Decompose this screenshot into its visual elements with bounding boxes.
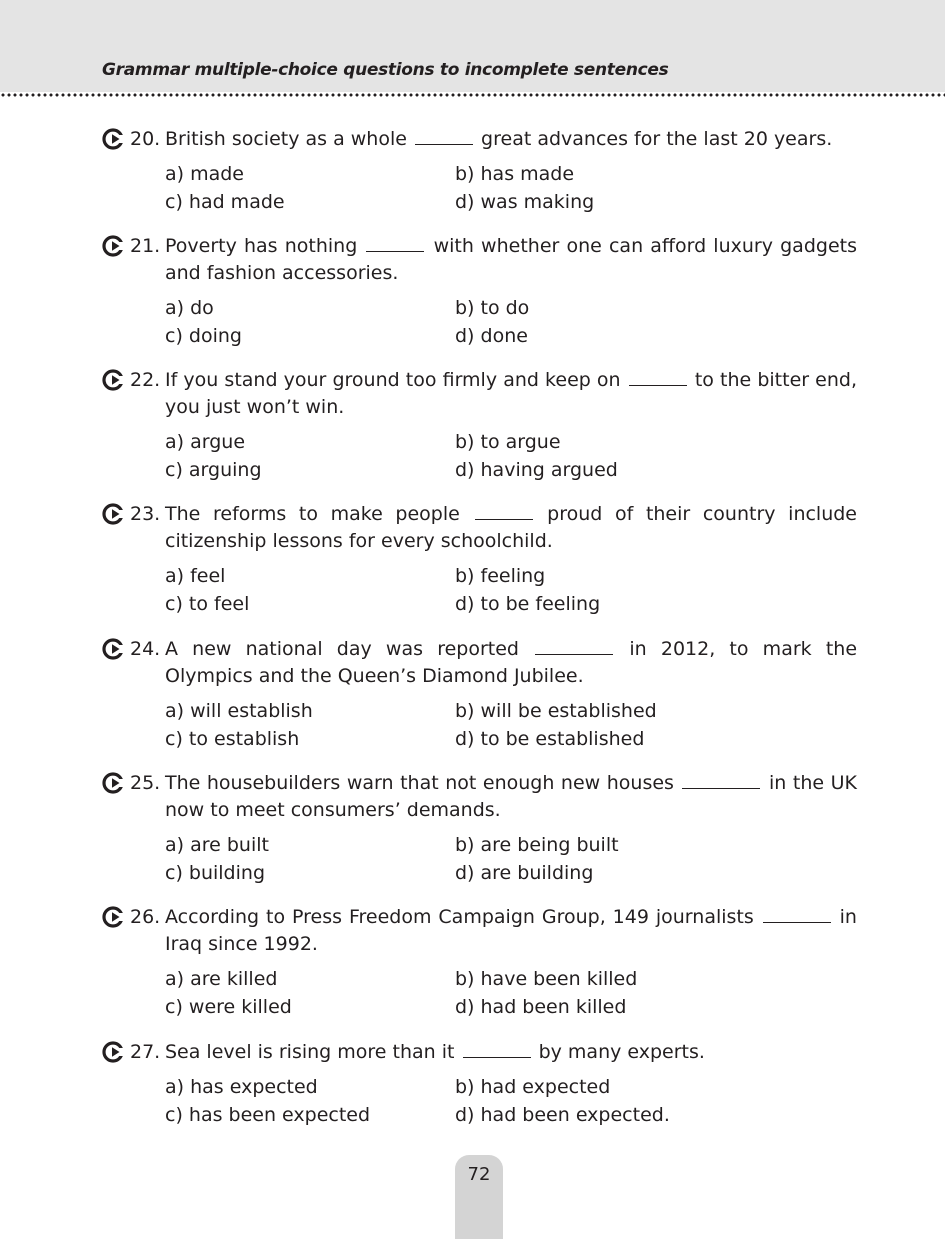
question-text-before: The housebuilders warn that not enough new houses — [165, 772, 674, 794]
arrow-bullet-icon — [102, 367, 128, 393]
arrow-bullet-icon — [102, 904, 128, 930]
question-text — [165, 126, 857, 153]
question-text-before: Poverty has nothing — [165, 235, 358, 257]
question-number: 25. — [130, 772, 161, 794]
question-text-before: The reforms to make people — [165, 503, 460, 525]
arrow-bullet-icon — [102, 501, 128, 527]
question-text — [165, 233, 857, 287]
question-text-before: A new national day was reported — [165, 638, 519, 660]
answer-blank — [475, 502, 533, 520]
arrow-bullet-icon — [102, 126, 128, 152]
question-number: 21. — [130, 235, 161, 257]
question-number: 20. — [130, 128, 161, 150]
question-text-after: in 2012, to mark the Olympics and the Queen’s Diamond Jubilee. — [165, 638, 858, 687]
question-text-after: proud of their country include citizenship lessons for every schoolchild. — [165, 503, 857, 552]
answer-blank — [535, 637, 613, 655]
option-d[interactable]: d) to be established — [455, 728, 645, 750]
answer-options — [165, 697, 857, 753]
page-header-title: Grammar multiple-choice questions to incomplete sentences — [102, 60, 669, 80]
question-text — [165, 1039, 857, 1066]
question-text — [165, 636, 857, 690]
question-text — [165, 501, 857, 555]
answer-options — [165, 965, 857, 1021]
page-number: 72 — [467, 1164, 491, 1185]
question-24 — [102, 636, 857, 753]
answer-options — [165, 1073, 857, 1129]
question-number: 26. — [130, 906, 161, 928]
question-20 — [102, 126, 857, 216]
question-21 — [102, 233, 857, 350]
arrow-bullet-icon — [102, 770, 128, 796]
option-a[interactable]: a) feel — [165, 565, 226, 587]
question-number: 24. — [130, 638, 161, 660]
answer-blank — [682, 771, 760, 789]
question-26 — [102, 904, 857, 1021]
answer-blank — [463, 1040, 531, 1058]
answer-options — [165, 160, 857, 216]
answer-blank — [629, 368, 687, 386]
option-b[interactable]: b) has made — [455, 163, 575, 185]
question-text-after: great advances for the last 20 years. — [481, 128, 833, 150]
option-c[interactable]: c) to feel — [165, 593, 250, 615]
option-a[interactable]: a) has expected — [165, 1076, 318, 1098]
answer-options — [165, 562, 857, 618]
option-a[interactable]: a) are killed — [165, 968, 278, 990]
option-b[interactable]: b) will be established — [455, 700, 657, 722]
option-d[interactable]: d) to be feeling — [455, 593, 601, 615]
option-d[interactable]: d) had been expected. — [455, 1104, 670, 1126]
answer-options — [165, 428, 857, 484]
option-b[interactable]: b) to do — [455, 297, 530, 319]
answer-options — [165, 294, 857, 350]
question-text-before: According to Press Freedom Campaign Group, 149 journalists — [165, 906, 754, 928]
option-a[interactable]: a) made — [165, 163, 244, 185]
option-d[interactable]: d) having argued — [455, 459, 618, 481]
option-c[interactable]: c) arguing — [165, 459, 262, 481]
question-text-after: in the UK now to meet consumers’ demands. — [165, 772, 857, 821]
arrow-bullet-icon — [102, 636, 128, 662]
question-27 — [102, 1039, 857, 1129]
question-text-before: British society as a whole — [165, 128, 407, 150]
arrow-bullet-icon — [102, 1039, 128, 1065]
question-number: 27. — [130, 1041, 161, 1063]
question-number: 22. — [130, 369, 161, 391]
option-c[interactable]: c) doing — [165, 325, 242, 347]
option-d[interactable]: d) done — [455, 325, 528, 347]
option-d[interactable]: d) was making — [455, 191, 595, 213]
option-a[interactable]: a) argue — [165, 431, 246, 453]
option-a[interactable]: a) will establish — [165, 700, 313, 722]
option-c[interactable]: c) were killed — [165, 996, 292, 1018]
question-text-before: Sea level is rising more than it — [165, 1041, 455, 1063]
option-b[interactable]: b) to argue — [455, 431, 561, 453]
question-23 — [102, 501, 857, 618]
question-text-before: If you stand your ground too firmly and keep on — [165, 369, 621, 391]
answer-blank — [415, 127, 473, 145]
question-text-after: with whether one can afford luxury gadgets and fashion accessories. — [165, 235, 857, 284]
answer-blank — [366, 234, 424, 252]
option-a[interactable]: a) are built — [165, 834, 269, 856]
question-text-after: by many experts. — [538, 1041, 705, 1063]
option-c[interactable]: c) has been expected — [165, 1104, 371, 1126]
question-text — [165, 770, 857, 824]
option-b[interactable]: b) have been killed — [455, 968, 638, 990]
option-c[interactable]: c) had made — [165, 191, 285, 213]
question-text — [165, 904, 857, 958]
question-number: 23. — [130, 503, 161, 525]
answer-blank — [763, 905, 831, 923]
option-b[interactable]: b) feeling — [455, 565, 546, 587]
option-a[interactable]: a) do — [165, 297, 214, 319]
option-d[interactable]: d) had been killed — [455, 996, 627, 1018]
question-text — [165, 367, 857, 421]
question-text-after: to the bitter end, you just won’t win. — [165, 369, 858, 418]
option-c[interactable]: c) building — [165, 862, 266, 884]
question-25 — [102, 770, 857, 887]
option-c[interactable]: c) to establish — [165, 728, 300, 750]
answer-options — [165, 831, 857, 887]
arrow-bullet-icon — [102, 233, 128, 259]
question-text-after: in Iraq since 1992. — [165, 906, 857, 955]
option-d[interactable]: d) are building — [455, 862, 594, 884]
dotted-divider — [0, 92, 945, 98]
question-22 — [102, 367, 857, 484]
option-b[interactable]: b) had expected — [455, 1076, 611, 1098]
option-b[interactable]: b) are being built — [455, 834, 619, 856]
